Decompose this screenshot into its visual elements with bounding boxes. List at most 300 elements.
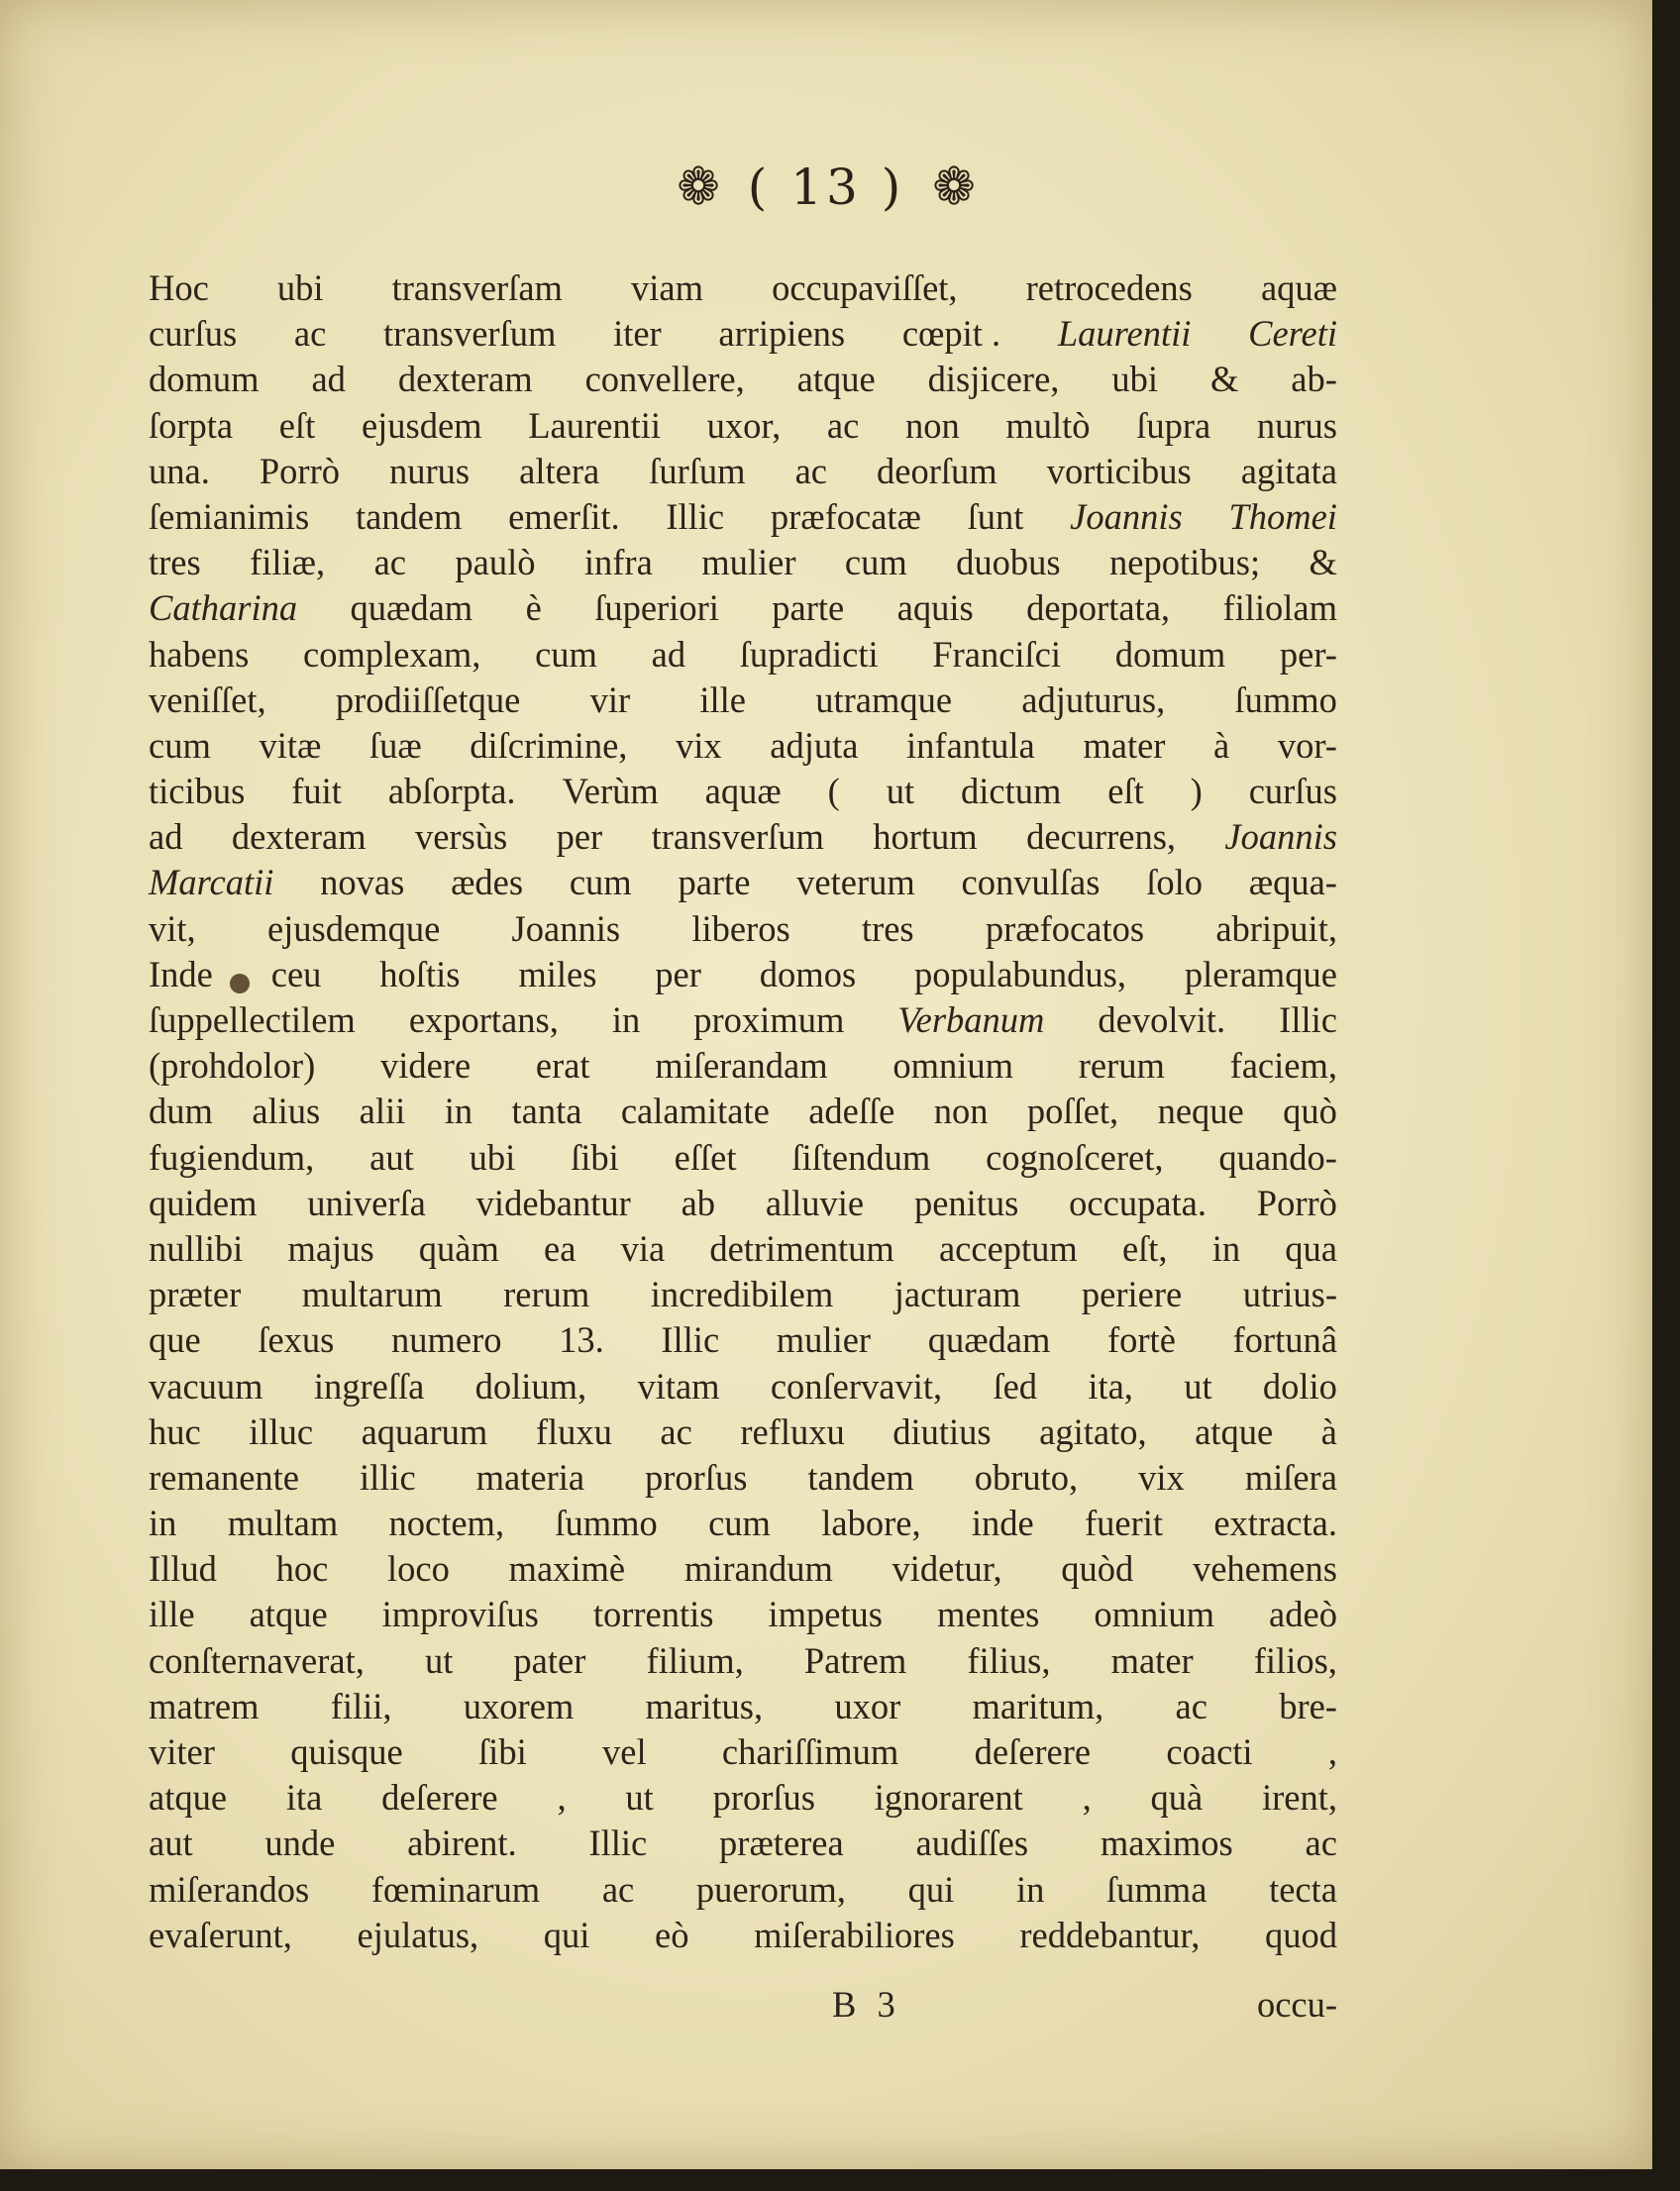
word: vorticibus (1046, 450, 1192, 491)
word: loco (387, 1548, 450, 1590)
word: Franciſci (932, 633, 1062, 675)
word: deorſum (877, 450, 998, 491)
word: pleramque (1184, 953, 1337, 994)
word: acceptum (938, 1227, 1078, 1269)
word: penitus (913, 1182, 1019, 1223)
word: cœpit . (901, 313, 1001, 355)
text-line (149, 632, 1337, 678)
word: illuc (249, 1410, 314, 1452)
text-line (149, 860, 1337, 905)
word: impetus (768, 1594, 884, 1635)
word: domos (759, 953, 857, 994)
text-line (149, 1867, 1337, 1913)
word: fugiendum, (149, 1136, 315, 1178)
word: Joannis (1224, 816, 1337, 858)
word: ejusdem (361, 404, 482, 446)
word: labore, (821, 1503, 921, 1544)
word: viter (149, 1731, 215, 1772)
text-line (149, 952, 1337, 997)
text-line (149, 1821, 1337, 1866)
word: arripiens (718, 313, 846, 355)
word: ejulatus, (357, 1914, 479, 1955)
word: refluxu (740, 1410, 845, 1452)
word: omnium (1094, 1594, 1215, 1635)
text-line (149, 1043, 1337, 1089)
word: emerſit. (508, 495, 620, 537)
text-line (149, 540, 1337, 585)
word: ille (699, 678, 746, 720)
word: cum (569, 862, 632, 903)
word: adeſſe (808, 1091, 895, 1132)
word: huc (149, 1410, 201, 1452)
word: qui (907, 1868, 955, 1910)
text-line (149, 1409, 1337, 1455)
word: non (904, 404, 960, 446)
word: ſexus (258, 1319, 335, 1361)
word: novas (320, 862, 405, 903)
word: dolium, (474, 1365, 587, 1407)
word: vitam (637, 1365, 720, 1407)
word: multam (227, 1503, 339, 1544)
word: Illic (666, 495, 725, 537)
word: reddebantur, (1019, 1914, 1201, 1955)
word: Joannis (511, 907, 621, 949)
word: Illic (1279, 999, 1337, 1040)
text-line (149, 1501, 1337, 1546)
word: rerum (503, 1274, 590, 1315)
word: , (557, 1777, 567, 1819)
word: ignorarent (874, 1777, 1023, 1819)
word: uxorem (463, 1685, 575, 1726)
word: poſſet, (1026, 1091, 1119, 1132)
word: Inde (149, 953, 213, 994)
word: ab- (1291, 359, 1337, 400)
word: Verùm (562, 771, 659, 812)
text-line (149, 1181, 1337, 1226)
text-line (149, 1684, 1337, 1729)
word: à (1320, 1410, 1337, 1452)
word: Marcatii (149, 862, 274, 903)
word: alluvie (765, 1182, 865, 1223)
word: incredibilem (650, 1274, 834, 1315)
word: agitata (1240, 450, 1337, 491)
word: dictum (961, 771, 1062, 812)
text-line (149, 997, 1337, 1043)
word: duobus (956, 542, 1061, 583)
word: materia (475, 1456, 585, 1498)
text-line (149, 1089, 1337, 1134)
word: qui (543, 1914, 590, 1955)
word: fuit (291, 771, 342, 812)
word: ( (827, 771, 840, 812)
word: veterum (796, 862, 915, 903)
word: mater (1110, 1639, 1194, 1681)
word: ſumma (1106, 1868, 1208, 1910)
word: domum (149, 359, 260, 400)
text-line (149, 494, 1337, 540)
word: adjuta (770, 724, 859, 766)
word: per (655, 953, 701, 994)
word: neque (1157, 1091, 1244, 1132)
word: jacturam (893, 1274, 1021, 1315)
word: miſerabiliores (754, 1914, 955, 1955)
word: in (444, 1091, 473, 1132)
word: atque (796, 359, 876, 400)
word: ab (681, 1182, 716, 1223)
word: abripuit, (1215, 907, 1337, 949)
word: eſſet (674, 1136, 737, 1178)
word: in (611, 999, 641, 1040)
word: ac (794, 450, 827, 491)
word: nepotibus; (1109, 542, 1261, 583)
text-line (149, 1913, 1337, 1958)
word: maritum, (972, 1685, 1104, 1726)
word: videtur, (892, 1548, 1002, 1590)
word: ita (285, 1777, 323, 1819)
word: Illud (149, 1548, 217, 1590)
text-line (149, 1364, 1337, 1409)
word: aut (369, 1136, 414, 1178)
word: ubi (1111, 359, 1159, 400)
text-line (149, 1272, 1337, 1317)
text-line (149, 769, 1337, 814)
word: cum (535, 633, 597, 675)
word: versùs (414, 816, 508, 858)
word: chariſſimum (721, 1731, 899, 1772)
word: in (1015, 1868, 1045, 1910)
body-text (149, 265, 1337, 1958)
word: dum (149, 1091, 213, 1132)
word: eſt, (1121, 1227, 1168, 1269)
word: Illic (588, 1823, 648, 1864)
word: ſupra (1136, 404, 1211, 446)
word: rerum (1078, 1045, 1165, 1087)
word: utramque (815, 678, 953, 720)
text-line (149, 906, 1337, 952)
word: paulò (455, 542, 536, 583)
page-footer (149, 1983, 1337, 2027)
word: maritus, (645, 1685, 764, 1726)
word: cognoſceret, (986, 1136, 1164, 1178)
word: infantula (906, 724, 1035, 766)
word: audiſſes (915, 1823, 1029, 1864)
word: parte (678, 862, 751, 903)
word: detrimentum (709, 1227, 894, 1269)
word: , (1327, 1731, 1337, 1772)
word: 13. (559, 1319, 604, 1361)
word: unde (264, 1823, 336, 1864)
word: agitato, (1039, 1410, 1147, 1452)
word: domum (1114, 633, 1226, 675)
word: , (1082, 1777, 1092, 1819)
word: ut (424, 1639, 454, 1681)
word: tandem (355, 495, 463, 537)
text-line (149, 1729, 1337, 1775)
word: diſcrimine, (470, 724, 628, 766)
word: ut (886, 771, 915, 812)
word: adjuturus, (1021, 678, 1166, 720)
word: obruto, (974, 1456, 1079, 1498)
word: eſt (278, 404, 316, 446)
text-line (149, 678, 1337, 723)
word: è (525, 587, 542, 629)
word: vix (676, 724, 722, 766)
word: dexteram (397, 359, 533, 400)
word: ille (149, 1594, 195, 1635)
word: vir (589, 678, 631, 720)
word: fœminarum (370, 1868, 541, 1910)
word: vel (602, 1731, 647, 1772)
word: ubi (276, 267, 324, 308)
word: adeò (1269, 1594, 1337, 1635)
word: eò (655, 1914, 689, 1955)
word: erat (535, 1045, 590, 1087)
word: vor- (1277, 724, 1337, 766)
word: habens (149, 633, 250, 675)
word: non (933, 1091, 989, 1132)
text-line (149, 265, 1337, 311)
word: ac (293, 313, 327, 355)
word: cum (708, 1503, 771, 1544)
word: ſurſum (649, 450, 746, 491)
text-line (149, 357, 1337, 402)
word: ac (660, 1410, 692, 1452)
word: quàm (418, 1227, 499, 1269)
word: convellere, (584, 359, 745, 400)
word: Catharina (149, 587, 298, 629)
word: ubi (469, 1136, 516, 1178)
word: numero (391, 1319, 502, 1361)
word: iter (613, 313, 662, 355)
word: ſemianimis (149, 495, 310, 537)
word: miſera (1244, 1456, 1337, 1498)
word: nurus (389, 450, 471, 491)
word: quisque (290, 1731, 403, 1772)
word: ædes (451, 862, 524, 903)
word: parte (772, 587, 845, 629)
word: ſuppellectilem (149, 999, 356, 1040)
word: (prohdolor) (149, 1045, 316, 1087)
word: quò (1283, 1091, 1337, 1132)
word: quædam (927, 1319, 1051, 1361)
signature-mark: B 3 (832, 1984, 901, 2025)
word: ſummo (1234, 678, 1337, 720)
word: ejusdemque (266, 907, 441, 949)
word: matrem (149, 1685, 260, 1726)
word: convulſas (961, 862, 1101, 903)
word: vit, (149, 907, 196, 949)
text-line (149, 1546, 1337, 1592)
word: exportans, (408, 999, 559, 1040)
text-line (149, 723, 1337, 769)
word: fuerit (1085, 1503, 1164, 1544)
word: & (1309, 542, 1337, 583)
word: filiolam (1222, 587, 1337, 629)
word: aquæ (1260, 267, 1337, 308)
word: quædam (350, 587, 473, 629)
word: vehemens (1192, 1548, 1337, 1590)
word: mirandum (683, 1548, 833, 1590)
word: ingreſſa (313, 1365, 425, 1407)
word: ſibi (478, 1731, 527, 1772)
word: infra (583, 542, 653, 583)
page-edge-shadow (1652, 0, 1680, 2191)
word: præfocatos (985, 907, 1145, 949)
word: mulier (776, 1319, 872, 1361)
word: ut (1184, 1365, 1212, 1407)
catchword: occu- (1256, 1984, 1337, 2025)
word: ac (1175, 1685, 1208, 1726)
text-line (149, 1317, 1337, 1363)
text-line (149, 403, 1337, 449)
word: in (149, 1503, 177, 1544)
word: occupaviſſet, (772, 267, 958, 308)
word: puerorum, (695, 1868, 846, 1910)
word: univerſa (307, 1182, 426, 1223)
word: cum (844, 542, 907, 583)
word: via (620, 1227, 666, 1269)
word: altera (519, 450, 600, 491)
text-line (149, 1226, 1337, 1272)
word: irent, (1261, 1777, 1337, 1819)
text-line (149, 311, 1337, 357)
word: per- (1279, 633, 1337, 675)
word: maximè (508, 1548, 626, 1590)
word: hoſtis (379, 953, 461, 994)
word: alius (252, 1091, 321, 1132)
word: utrius- (1242, 1274, 1337, 1315)
word: Cereti (1248, 313, 1337, 355)
word: Porrò (259, 450, 340, 491)
word: qua (1285, 1227, 1337, 1269)
text-line (149, 814, 1337, 860)
word: uxor (834, 1685, 901, 1726)
word: ſibi (571, 1136, 619, 1178)
word: vix (1138, 1456, 1185, 1498)
word: faciem, (1229, 1045, 1337, 1087)
word: pater (513, 1639, 586, 1681)
word: omnium (892, 1045, 1013, 1087)
word: videbantur (475, 1182, 631, 1223)
word: decurrens, (1026, 816, 1177, 858)
word: mulier (701, 542, 796, 583)
word: calamitate (620, 1091, 770, 1132)
word: multarum (301, 1274, 443, 1315)
word: præter (149, 1274, 242, 1315)
word: torrentis (592, 1594, 714, 1635)
word: vacuum (149, 1365, 263, 1407)
word: ſiſtendum (791, 1136, 931, 1178)
word: ticibus (149, 771, 246, 812)
word: ita, (1088, 1365, 1133, 1407)
word: filium, (646, 1639, 744, 1681)
word: ſunt (967, 495, 1024, 537)
word: & (1209, 359, 1239, 400)
word: aquis (896, 587, 974, 629)
word: Hoc (149, 267, 209, 308)
word: Laurentii (1057, 313, 1192, 355)
text-line (149, 449, 1337, 494)
word: ſuperiori (594, 587, 719, 629)
word: tres (149, 542, 201, 583)
word: hortum (873, 816, 978, 858)
word: inde (971, 1503, 1034, 1544)
word: tanta (511, 1091, 582, 1132)
word: aquarum (361, 1410, 488, 1452)
word: ſorpta (149, 404, 234, 446)
word: ) (1190, 771, 1203, 812)
word: una. (149, 450, 210, 491)
word: mater (1083, 724, 1166, 766)
word: abſorpta. (387, 771, 516, 812)
word: abirent. (407, 1823, 517, 1864)
word: illic (359, 1456, 416, 1498)
word: Porrò (1256, 1182, 1337, 1223)
word: coacti (1166, 1731, 1253, 1772)
word: remanente (149, 1456, 299, 1498)
flower-ornament-icon: ❁ (932, 157, 976, 217)
word: dexteram (231, 816, 367, 858)
word: per (556, 816, 603, 858)
word: à (1213, 724, 1230, 766)
word: ſed (993, 1365, 1038, 1407)
page-number: ( 13 ) (747, 158, 905, 216)
word: præterea (719, 1823, 844, 1864)
word: tres (861, 907, 914, 949)
word: tandem (807, 1456, 914, 1498)
word: alii (359, 1091, 406, 1132)
word: complexam, (303, 633, 481, 675)
word: uxor, (706, 404, 782, 446)
word: ad (149, 816, 183, 858)
word: liberos (691, 907, 790, 949)
word: maximos (1100, 1823, 1233, 1864)
word: atque (149, 1777, 228, 1819)
word: majus (287, 1227, 374, 1269)
text-line (149, 1592, 1337, 1637)
word: præfocatæ (770, 495, 921, 537)
word: quando- (1218, 1136, 1337, 1178)
word: filii, (330, 1685, 392, 1726)
word: curſus (149, 313, 238, 355)
word: periere (1081, 1274, 1183, 1315)
word: quòd (1061, 1548, 1134, 1590)
word: atque (249, 1594, 328, 1635)
word: ſummo (555, 1503, 658, 1544)
word: ac (826, 404, 860, 446)
word: Verbanum (897, 999, 1045, 1040)
word: videre (379, 1045, 472, 1087)
word: bre- (1279, 1685, 1337, 1726)
text-line (149, 585, 1337, 631)
word: aquæ (704, 771, 782, 812)
word: nullibi (149, 1227, 244, 1269)
word: ad (651, 633, 686, 675)
text-line (149, 1775, 1337, 1821)
word: devolvit. (1098, 999, 1226, 1040)
word: ſolo (1146, 862, 1203, 903)
word: evaſerunt, (149, 1914, 292, 1955)
word: prodiiſſetque (335, 678, 521, 720)
word: curſus (1248, 771, 1337, 812)
word: ſupradicti (739, 633, 879, 675)
text-line (149, 1455, 1337, 1501)
word: fortunâ (1232, 1319, 1337, 1361)
word: filios, (1253, 1639, 1337, 1681)
word: vitæ (259, 724, 322, 766)
word: cum (149, 724, 211, 766)
word: prorſus (645, 1456, 748, 1498)
